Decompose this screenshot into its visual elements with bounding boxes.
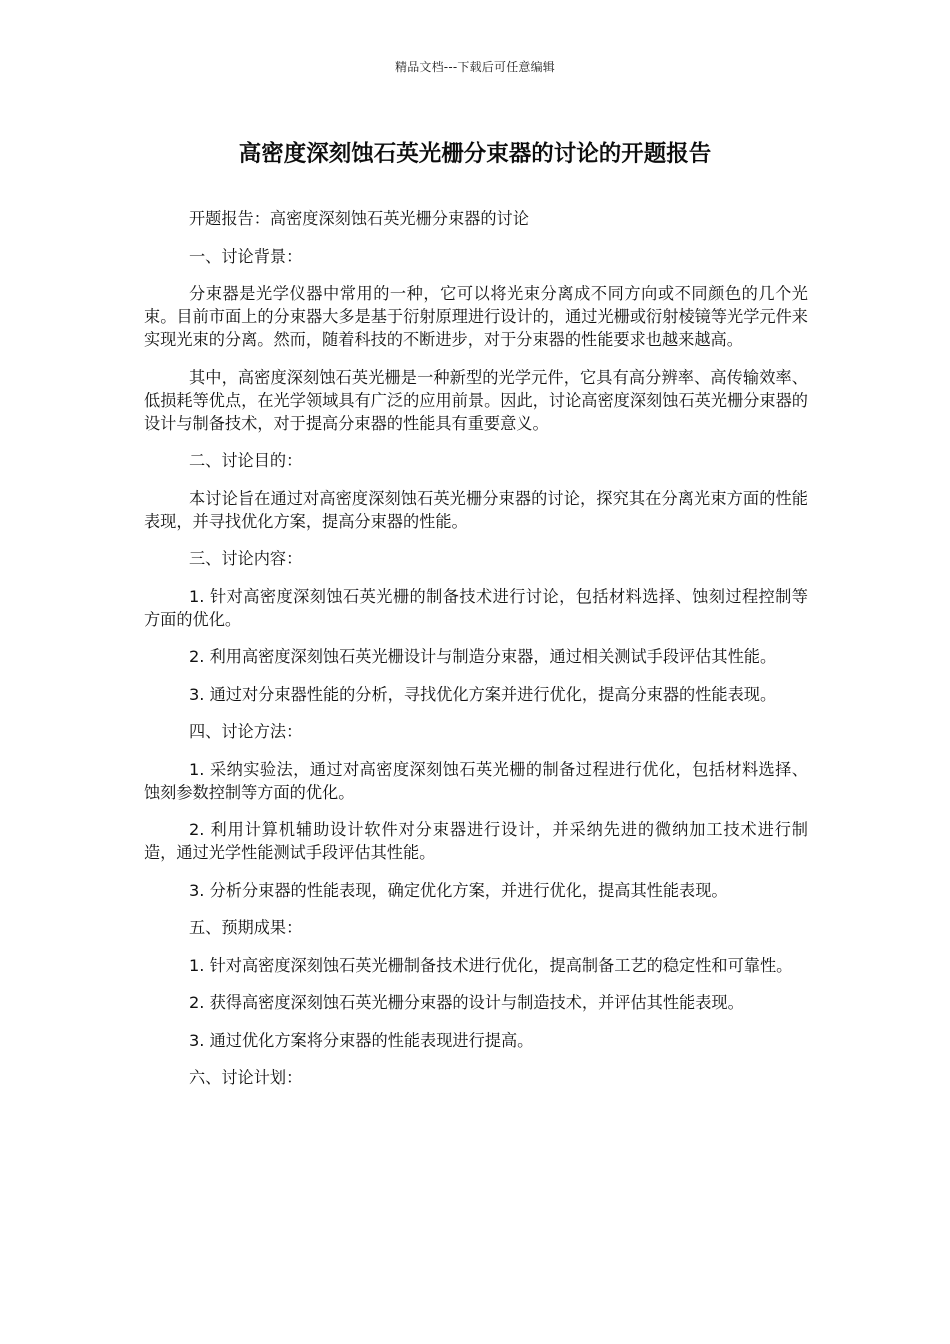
content-item-2: 2. 利用高密度深刻蚀石英光栅设计与制造分束器，通过相关测试手段评估其性能。 — [189, 647, 777, 666]
result-item-1: 1. 针对高密度深刻蚀石英光栅制备技术进行优化，提高制备工艺的稳定性和可靠性。 — [189, 955, 793, 975]
section-heading-expected-results: 五、预期成果： — [189, 918, 303, 937]
section-heading-content: 三、讨论内容： — [189, 549, 303, 568]
method-item-3: 3. 分析分束器的性能表现，确定优化方案，并进行优化，提高其性能表现。 — [189, 880, 728, 900]
section-heading-method: 四、讨论方法： — [189, 722, 303, 741]
document-body — [144, 207, 808, 1104]
paragraph-background-2: 其中，高密度深刻蚀石英光栅是一种新型的光学元件，它具有高分辨率、高传输效率、低损耗等优点，在光学领域具有广泛的应用前景。因此，讨论高密度深刻蚀石英光栅分束器的设计与制备技术，对于提高分束器的性能具有重要意义。 — [144, 367, 808, 433]
paragraph-background-1: 分束器是光学仪器中常用的一种，它可以将光束分离成不同方向或不同颜色的几个光束。目前市面上的分束器大多是基于衍射原理进行设计的，通过光栅或衍射棱镜等光学元件来实现光束的分离。然而，随着科技的不断进步，对于分束器的性能要求也越来越高。 — [144, 284, 808, 349]
paragraph-purpose: 本讨论旨在通过对高密度深刻蚀石英光栅分束器的讨论，探究其在分离光束方面的性能表现，并寻找优化方案，提高分束器的性能。 — [144, 488, 808, 531]
method-item-1: 1. 采纳实验法，通过对高密度深刻蚀石英光栅的制备过程进行优化，包括材料选择、蚀刻参数控制等方面的优化。 — [144, 759, 808, 802]
section-heading-background: 一、讨论背景： — [189, 246, 303, 266]
content-item-3: 3. 通过对分束器性能的分析，寻找优化方案并进行优化，提高分束器的性能表现。 — [189, 684, 777, 704]
section-heading-plan: 六、讨论计划： — [189, 1068, 303, 1087]
result-item-3: 3. 通过优化方案将分束器的性能表现进行提高。 — [189, 1030, 534, 1050]
header-note: 精品文档---下载后可任意编辑 — [395, 60, 555, 74]
report-subject: 开题报告：高密度深刻蚀石英光栅分束器的讨论 — [189, 209, 529, 228]
content-item-1: 1. 针对高密度深刻蚀石英光栅的制备技术进行讨论，包括材料选择、蚀刻过程控制等方面的优化。 — [144, 586, 808, 629]
method-item-2: 2. 利用计算机辅助设计软件对分束器进行设计，并采纳先进的微纳加工技术进行制造，通过光学性能测试手段评估其性能。 — [144, 820, 808, 862]
result-item-2: 2. 获得高密度深刻蚀石英光栅分束器的设计与制造技术，并评估其性能表现。 — [189, 993, 744, 1012]
document-title: 高密度深刻蚀石英光栅分束器的讨论的开题报告 — [238, 141, 712, 167]
section-heading-purpose: 二、讨论目的： — [189, 451, 303, 470]
